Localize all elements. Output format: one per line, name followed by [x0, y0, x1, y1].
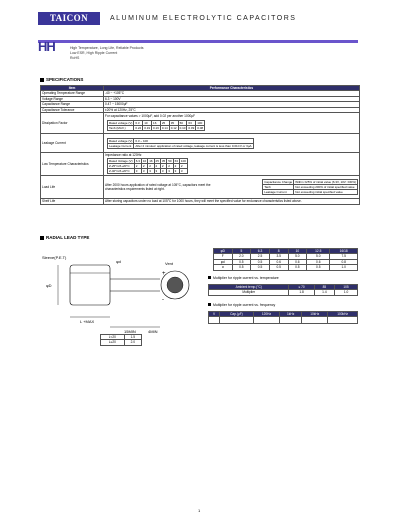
- freq-head-cell: Cap.(μF): [220, 312, 254, 317]
- lead-cell: 5.0: [288, 254, 307, 259]
- series-divider: [38, 40, 358, 43]
- imp-cell: 3: [134, 169, 141, 174]
- len-cell: L<20: [101, 335, 125, 340]
- imp-cell: 50: [168, 159, 172, 164]
- load-cell: Within ±25% of initial value (6.3V, 10V: ±30%): [295, 180, 356, 185]
- lead-cell: 0.5: [232, 265, 251, 270]
- imp-cell: 3: [160, 169, 166, 174]
- tan-cell: 0.08: [197, 125, 204, 130]
- len-cell: 1.5: [124, 335, 141, 340]
- section-spec-heading: SPECIFICATIONS: [40, 77, 83, 82]
- lead-cell: 7.5: [330, 254, 358, 259]
- imp-cell: 2: [134, 164, 141, 169]
- tan-cell: 6.3: [134, 120, 143, 125]
- load-life-note: After 2000 hours application of rated voltage at 105°C, capacitors meet the characteristics requirements listed at right.: [105, 183, 211, 192]
- section-dims-heading: RADIAL LEAD TYPE: [40, 235, 89, 240]
- imp-cell: 25: [155, 159, 159, 164]
- temp-head-cell: 85: [314, 285, 334, 290]
- lead-head-cell: 6.3: [251, 249, 270, 254]
- freq-head-cell: 120Hz: [253, 312, 279, 317]
- lead-cell: 0.5: [288, 265, 307, 270]
- tan-cell: Tanδ (MAX.): [108, 125, 134, 130]
- imp-cell: 3: [167, 169, 173, 174]
- imp-cell: 63: [174, 159, 178, 164]
- spec-label: Capacitance Range: [41, 102, 104, 107]
- feature-line-1: High Temperature, Long Life, Reliable Products: [70, 46, 144, 50]
- spec-value: 0.47 ~ 15000μF: [104, 102, 360, 107]
- lead-head-cell: 5: [232, 249, 251, 254]
- temp-head-cell: ≤ 70: [289, 285, 314, 290]
- impedance-label: Low Temperature Characteristics: [41, 153, 104, 176]
- leak-cell: Leakage Current: [108, 143, 134, 148]
- lead-cell: F: [214, 254, 233, 259]
- temp-head-cell: Ambient temp.(°C): [209, 285, 289, 290]
- lead-head-cell: φD: [214, 249, 233, 254]
- lead-head-cell: 12.5: [307, 249, 330, 254]
- tan-cell: 0.19: [144, 125, 151, 130]
- lead-cell: 0.5: [269, 265, 288, 270]
- lead-cell: 0.5: [251, 265, 270, 270]
- imp-cell: 3: [173, 169, 179, 174]
- temp-head-cell: 105: [335, 285, 358, 290]
- tan-cell: 0.12: [170, 125, 177, 130]
- freq-multiplier-title: Multiplier for ripple current vs. frequency: [208, 303, 275, 307]
- imp-cell: 16: [149, 159, 153, 164]
- leak-cell: 6.3 ~ 100: [134, 138, 253, 143]
- impedance-table: [107, 158, 188, 174]
- imp-cell: 3: [179, 169, 187, 174]
- tan-delta-cell: [104, 113, 360, 134]
- temp-cell: Multiplier: [209, 290, 289, 295]
- load-cell: Not exceeding 200% of initial specified value: [294, 185, 358, 190]
- load-cell: Tanδ: [263, 185, 294, 190]
- imp-cell: 2: [173, 164, 179, 169]
- freq-cell: [220, 317, 254, 324]
- len-cell: L≥20: [101, 340, 125, 345]
- imp-cell: 3: [148, 169, 154, 174]
- minus-label: -: [162, 297, 164, 303]
- leak-cell: After 2 minutes' application of rated voltage, leakage current is less than 0.01CV or 3μA: [135, 143, 252, 148]
- impedance-note: Impedance ratio at 120Hz: [105, 153, 142, 158]
- tan-cell: 0.09: [188, 125, 195, 130]
- imp-cell: 35: [161, 159, 166, 164]
- tan-delta-note: For capacitance values > 1000μF, add 0.02 per another 1000μF: [105, 114, 196, 119]
- feature-line-2: Low ESR, High Ripple Current: [70, 51, 118, 55]
- lead-cell: φd: [214, 259, 233, 264]
- lead-cell: 0.6: [307, 259, 330, 264]
- imp-cell: 2: [160, 164, 166, 169]
- tan-cell: 25: [160, 120, 169, 125]
- leakage-label: Leakage Current: [41, 134, 104, 153]
- freq-head-cell: 10kHz: [302, 312, 328, 317]
- vent-icon: [167, 277, 183, 293]
- imp-cell: 10: [142, 159, 147, 164]
- lead-length-label-2: 4MIN: [148, 329, 158, 334]
- document-title: ALUMINUM ELECTROLYTIC CAPACITORS: [110, 15, 297, 22]
- lead-cell: 0.5: [307, 265, 330, 270]
- imp-cell: 100: [180, 159, 186, 164]
- leak-cell: Rated voltage (V): [109, 138, 133, 143]
- lead-cell: 5.0: [307, 254, 330, 259]
- spec-value: -40 ~ +105°C: [104, 91, 360, 96]
- temp-multiplier-table: [208, 284, 358, 296]
- tan-cell: 0.22: [135, 125, 142, 130]
- shelf-life-label: Shelf Life: [41, 199, 104, 204]
- lead-cell: 2.0: [232, 254, 251, 259]
- freq-cell: [209, 317, 220, 324]
- tan-cell: 63: [187, 120, 196, 125]
- tan-cell: 50: [178, 120, 187, 125]
- imp-cell: 2: [154, 164, 160, 169]
- imp-cell: 3: [154, 169, 160, 174]
- imp-cell: 2: [179, 164, 187, 169]
- bullet-square-icon: [40, 236, 44, 240]
- vent-label: Vent: [165, 261, 174, 266]
- lead-cell: 0.5: [251, 259, 270, 264]
- lead-cell: 0.6: [269, 259, 288, 264]
- temp-cell: 1.0: [335, 290, 358, 295]
- imp-cell: 2: [141, 164, 147, 169]
- impedance-cell: [104, 153, 360, 176]
- tan-cell: 16: [152, 120, 161, 125]
- diameter-label: φD: [46, 283, 52, 288]
- freq-multiplier-table: [208, 311, 358, 324]
- leakage-table: [107, 138, 254, 149]
- lead-cell: 3.5: [269, 254, 288, 259]
- spec-label: Voltage Range: [41, 96, 104, 101]
- spec-value: 6.3 ~ 100V: [104, 96, 360, 101]
- freq-cell: [328, 317, 358, 324]
- lead-head-cell: 10: [288, 249, 307, 254]
- load-cell: Capacitance Change: [264, 180, 293, 185]
- lead-length-label: 15MIN: [124, 329, 136, 334]
- lead-cell: α: [214, 265, 233, 270]
- tan-cell: 0.16: [153, 125, 159, 130]
- brand-logo: TAICON: [38, 12, 100, 25]
- length-tolerance-table: [100, 334, 142, 346]
- tan-delta-table: [107, 120, 205, 131]
- feature-line-3: RoHS: [70, 56, 80, 60]
- tan-cell: 0.14: [161, 125, 168, 130]
- imp-cell: 3: [141, 169, 147, 174]
- freq-head-cell: 1kHz: [280, 312, 302, 317]
- plus-label: +: [162, 271, 166, 277]
- lead-cell: 1.0: [330, 265, 358, 270]
- bullet-square-icon: [208, 276, 211, 279]
- spec-label: Capacitance Tolerance: [41, 107, 104, 112]
- load-life-cell: [104, 176, 360, 199]
- spec-table: [40, 85, 360, 205]
- bullet-square-icon: [40, 78, 44, 82]
- spec-header-performance: Performance Characteristics: [104, 86, 360, 91]
- spec-value: ±20% at 120Hz, 25°C: [104, 107, 360, 112]
- lead-cell: 0.6: [288, 259, 307, 264]
- tan-cell: 10: [143, 120, 152, 125]
- series-name: HH: [38, 39, 55, 54]
- capacitor-body-icon: [70, 265, 110, 305]
- freq-head-cell: V: [209, 312, 220, 317]
- lead-head-cell: 8: [269, 249, 288, 254]
- tan-cell: Rated voltage (V): [109, 120, 133, 125]
- tan-cell: 0.10: [179, 125, 186, 130]
- load-life-label: Load Life: [41, 176, 104, 199]
- leakage-cell: [104, 134, 360, 153]
- length-label: L +MAX: [80, 319, 95, 324]
- imp-cell: 2: [148, 164, 154, 169]
- freq-cell: [253, 317, 279, 324]
- len-cell: 2.0: [124, 340, 141, 345]
- imp-cell: Z-40°C/Z+20°C: [108, 169, 135, 174]
- imp-cell: 2: [167, 164, 173, 169]
- temp-cell: 1.8: [289, 290, 314, 295]
- spec-label: Operating Temperature Range: [41, 91, 104, 96]
- spec-header-item: Item: [41, 86, 104, 91]
- tan-delta-label: Dissipation Factor: [41, 113, 104, 134]
- capacitor-dimension-drawing: [40, 245, 200, 345]
- freq-cell: [302, 317, 328, 324]
- tan-cell: 35: [169, 120, 178, 125]
- load-cell: Not exceeding initial specified value: [294, 190, 358, 195]
- sleeve-label: Sleeve(P.E.T): [42, 255, 67, 260]
- freq-head-cell: 100kHz: [328, 312, 358, 317]
- bullet-square-icon: [208, 303, 211, 306]
- load-life-table: [262, 179, 358, 195]
- lead-cell: 0.8: [330, 259, 358, 264]
- imp-cell: Rated Voltage (V): [109, 159, 133, 164]
- freq-cell: [280, 317, 302, 324]
- temp-multiplier-title: Multiplier for ripple current vs. temperature: [208, 276, 279, 280]
- shelf-life-value: After storing capacitors under no load at 105°C for 1000 hours, they will meet the specified value for endurance characteristics listed above.: [104, 199, 360, 204]
- imp-cell: Z-25°C/Z+20°C: [108, 164, 135, 169]
- lead-cell: 2.5: [251, 254, 270, 259]
- lead-dia-label: φd: [116, 259, 121, 264]
- temp-cell: 1.4: [314, 290, 334, 295]
- imp-cell: 6.3: [135, 159, 140, 164]
- lead-cell: 0.5: [232, 259, 251, 264]
- lead-spacing-table: [213, 248, 358, 271]
- lead-head-cell: 16/18: [330, 249, 358, 254]
- load-cell: Leakage Current: [263, 190, 294, 195]
- tan-cell: 100: [196, 120, 205, 125]
- page-number: 1: [198, 508, 201, 513]
